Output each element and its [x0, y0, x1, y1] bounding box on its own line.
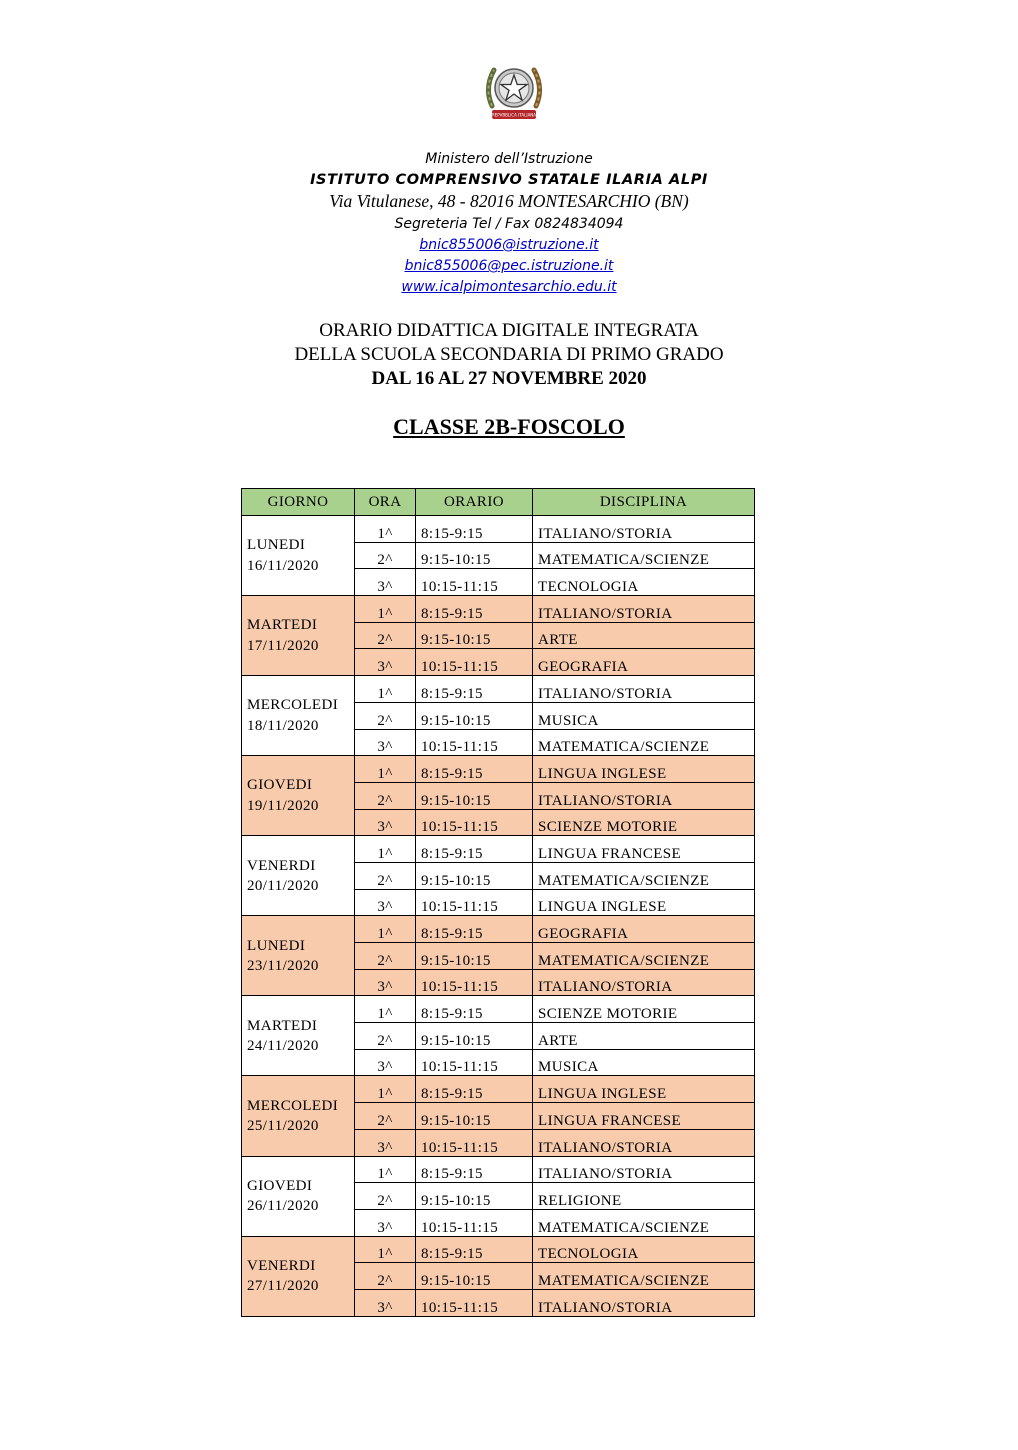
disciplina-cell: MUSICA	[533, 1049, 755, 1076]
orario-cell: 9:15-10:15	[416, 702, 533, 729]
orario-cell: 8:15-9:15	[416, 1236, 533, 1263]
document-title-line-1: ORARIO DIDATTICA DIGITALE INTEGRATA	[319, 320, 699, 341]
ora-cell: 2^	[355, 1183, 416, 1210]
day-cell	[242, 676, 355, 756]
day-date: 17/11/2020	[247, 637, 319, 654]
republic-emblem-icon	[482, 58, 546, 128]
orario-cell: 10:15-11:15	[416, 729, 533, 756]
disciplina-cell: ITALIANO/STORIA	[533, 1156, 755, 1183]
orario-cell: 10:15-11:15	[416, 1049, 533, 1076]
header-giorno: GIORNO	[242, 489, 355, 516]
table-header-row	[242, 489, 755, 516]
orario-cell: 10:15-11:15	[416, 1209, 533, 1236]
class-title: CLASSE 2B-FOSCOLO	[393, 414, 625, 439]
orario-cell: 9:15-10:15	[416, 1263, 533, 1290]
ora-cell: 2^	[355, 943, 416, 970]
disciplina-cell: MATEMATICA/SCIENZE	[533, 943, 755, 970]
disciplina-cell: MUSICA	[533, 702, 755, 729]
ora-cell: 2^	[355, 1023, 416, 1050]
orario-cell: 10:15-11:15	[416, 569, 533, 596]
disciplina-cell: LINGUA INGLESE	[533, 756, 755, 783]
day-date: 19/11/2020	[247, 797, 319, 814]
orario-cell: 9:15-10:15	[416, 862, 533, 889]
ora-cell: 3^	[355, 809, 416, 836]
disciplina-cell: GEOGRAFIA	[533, 916, 755, 943]
table-row	[242, 1156, 755, 1183]
day-name: LUNEDI	[247, 937, 306, 954]
disciplina-cell: MATEMATICA/SCIENZE	[533, 542, 755, 569]
orario-cell: 9:15-10:15	[416, 1023, 533, 1050]
header-disciplina: DISCIPLINA	[533, 489, 755, 516]
day-name: MARTEDI	[247, 1017, 318, 1034]
disciplina-cell: TECNOLOGIA	[533, 569, 755, 596]
orario-cell: 9:15-10:15	[416, 622, 533, 649]
day-date: 18/11/2020	[247, 717, 319, 734]
ora-cell: 2^	[355, 622, 416, 649]
ora-cell: 1^	[355, 1156, 416, 1183]
ora-cell: 2^	[355, 1103, 416, 1130]
day-name: MERCOLEDI	[247, 697, 339, 714]
disciplina-cell: LINGUA INGLESE	[533, 1076, 755, 1103]
ora-cell: 3^	[355, 969, 416, 996]
orario-cell: 8:15-9:15	[416, 1076, 533, 1103]
header-orario: ORARIO	[416, 489, 533, 516]
day-name: VENERDI	[247, 1257, 316, 1274]
schedule-body	[242, 516, 755, 1317]
document-title-line-2: DELLA SCUOLA SECONDARIA DI PRIMO GRADO	[294, 344, 724, 365]
disciplina-cell: LINGUA INGLESE	[533, 889, 755, 916]
day-name: GIOVEDI	[247, 777, 313, 794]
disciplina-cell: MATEMATICA/SCIENZE	[533, 1209, 755, 1236]
ora-cell: 3^	[355, 1209, 416, 1236]
disciplina-cell: ITALIANO/STORIA	[533, 596, 755, 623]
day-date: 27/11/2020	[247, 1278, 319, 1295]
day-date: 20/11/2020	[247, 877, 319, 894]
orario-cell: 8:15-9:15	[416, 916, 533, 943]
day-cell	[242, 996, 355, 1076]
ora-cell: 1^	[355, 516, 416, 543]
disciplina-cell: ITALIANO/STORIA	[533, 1129, 755, 1156]
disciplina-cell: MATEMATICA/SCIENZE	[533, 862, 755, 889]
orario-cell: 8:15-9:15	[416, 1156, 533, 1183]
schedule-table	[241, 488, 755, 1317]
ora-cell: 3^	[355, 1289, 416, 1316]
ora-cell: 3^	[355, 889, 416, 916]
disciplina-cell: ITALIANO/STORIA	[533, 1289, 755, 1316]
day-cell	[242, 836, 355, 916]
disciplina-cell: SCIENZE MOTORIE	[533, 809, 755, 836]
orario-cell: 9:15-10:15	[416, 943, 533, 970]
table-row	[242, 596, 755, 623]
ora-cell: 3^	[355, 1049, 416, 1076]
website-link-wrapper	[0, 279, 1018, 295]
day-name: MARTEDI	[247, 617, 318, 634]
ora-cell: 1^	[355, 756, 416, 783]
disciplina-cell: MATEMATICA/SCIENZE	[533, 1263, 755, 1290]
day-date: 24/11/2020	[247, 1037, 319, 1054]
orario-cell: 8:15-9:15	[416, 516, 533, 543]
orario-cell: 8:15-9:15	[416, 676, 533, 703]
table-row	[242, 756, 755, 783]
day-name: LUNEDI	[247, 537, 306, 554]
orario-cell: 8:15-9:15	[416, 836, 533, 863]
ora-cell: 3^	[355, 1129, 416, 1156]
orario-cell: 10:15-11:15	[416, 969, 533, 996]
day-cell	[242, 1076, 355, 1156]
disciplina-cell: ITALIANO/STORIA	[533, 676, 755, 703]
ora-cell: 1^	[355, 596, 416, 623]
ora-cell: 1^	[355, 836, 416, 863]
day-cell	[242, 1156, 355, 1236]
day-date: 26/11/2020	[247, 1198, 319, 1215]
table-row	[242, 1236, 755, 1263]
day-cell	[242, 516, 355, 596]
orario-cell: 8:15-9:15	[416, 596, 533, 623]
disciplina-cell: ITALIANO/STORIA	[533, 969, 755, 996]
table-row	[242, 516, 755, 543]
disciplina-cell: ARTE	[533, 622, 755, 649]
day-date: 16/11/2020	[247, 557, 319, 574]
orario-cell: 10:15-11:15	[416, 1289, 533, 1316]
disciplina-cell: RELIGIONE	[533, 1183, 755, 1210]
email-link[interactable]: bnic855006@istruzione.it	[419, 237, 599, 253]
disciplina-cell: SCIENZE MOTORIE	[533, 996, 755, 1023]
ora-cell: 2^	[355, 862, 416, 889]
ministry-name: Ministero dell’Istruzione	[425, 151, 593, 167]
disciplina-cell: ARTE	[533, 1023, 755, 1050]
table-row	[242, 676, 755, 703]
ora-cell: 1^	[355, 1236, 416, 1263]
ora-cell: 3^	[355, 729, 416, 756]
disciplina-cell: LINGUA FRANCESE	[533, 836, 755, 863]
ora-cell: 1^	[355, 1076, 416, 1103]
orario-cell: 10:15-11:15	[416, 889, 533, 916]
day-cell	[242, 596, 355, 676]
website-link[interactable]: www.icalpimontesarchio.edu.it	[401, 279, 617, 295]
ora-cell: 2^	[355, 782, 416, 809]
school-phone: Segreteria Tel / Fax 0824834094	[394, 216, 624, 232]
orario-cell: 10:15-11:15	[416, 1129, 533, 1156]
disciplina-cell: ITALIANO/STORIA	[533, 782, 755, 809]
ora-cell: 3^	[355, 649, 416, 676]
table-row	[242, 916, 755, 943]
disciplina-cell: TECNOLOGIA	[533, 1236, 755, 1263]
school-name: ISTITUTO COMPRENSIVO STATALE ILARIA ALPI	[310, 172, 708, 188]
ora-cell: 2^	[355, 1263, 416, 1290]
email-link-wrapper	[0, 237, 1018, 253]
orario-cell: 10:15-11:15	[416, 809, 533, 836]
ora-cell: 1^	[355, 676, 416, 703]
pec-email-link[interactable]: bnic855006@pec.istruzione.it	[404, 258, 614, 274]
orario-cell: 9:15-10:15	[416, 782, 533, 809]
orario-cell: 8:15-9:15	[416, 756, 533, 783]
ora-cell: 1^	[355, 916, 416, 943]
orario-cell: 9:15-10:15	[416, 1103, 533, 1130]
disciplina-cell: LINGUA FRANCESE	[533, 1103, 755, 1130]
day-date: 23/11/2020	[247, 957, 319, 974]
ora-cell: 3^	[355, 569, 416, 596]
orario-cell: 8:15-9:15	[416, 996, 533, 1023]
disciplina-cell: MATEMATICA/SCIENZE	[533, 729, 755, 756]
table-row	[242, 996, 755, 1023]
orario-cell: 9:15-10:15	[416, 1183, 533, 1210]
table-row	[242, 1076, 755, 1103]
orario-cell: 10:15-11:15	[416, 649, 533, 676]
day-name: MERCOLEDI	[247, 1097, 339, 1114]
orario-cell: 9:15-10:15	[416, 542, 533, 569]
pec-email-link-wrapper	[0, 258, 1018, 274]
day-name: GIOVEDI	[247, 1177, 313, 1194]
day-cell	[242, 916, 355, 996]
header-ora: ORA	[355, 489, 416, 516]
school-address: Via Vitulanese, 48 - 82016 MONTESARCHIO (BN)	[329, 191, 689, 211]
document-date-range: DAL 16 AL 27 NOVEMBRE 2020	[371, 368, 647, 389]
day-cell	[242, 1236, 355, 1316]
ora-cell: 2^	[355, 542, 416, 569]
day-name: VENERDI	[247, 857, 316, 874]
ora-cell: 2^	[355, 702, 416, 729]
day-date: 25/11/2020	[247, 1117, 319, 1134]
day-cell	[242, 756, 355, 836]
svg-text:REPVBBLICA ITALIANA: REPVBBLICA ITALIANA	[491, 112, 537, 118]
disciplina-cell: GEOGRAFIA	[533, 649, 755, 676]
disciplina-cell: ITALIANO/STORIA	[533, 516, 755, 543]
ora-cell: 1^	[355, 996, 416, 1023]
table-row	[242, 836, 755, 863]
